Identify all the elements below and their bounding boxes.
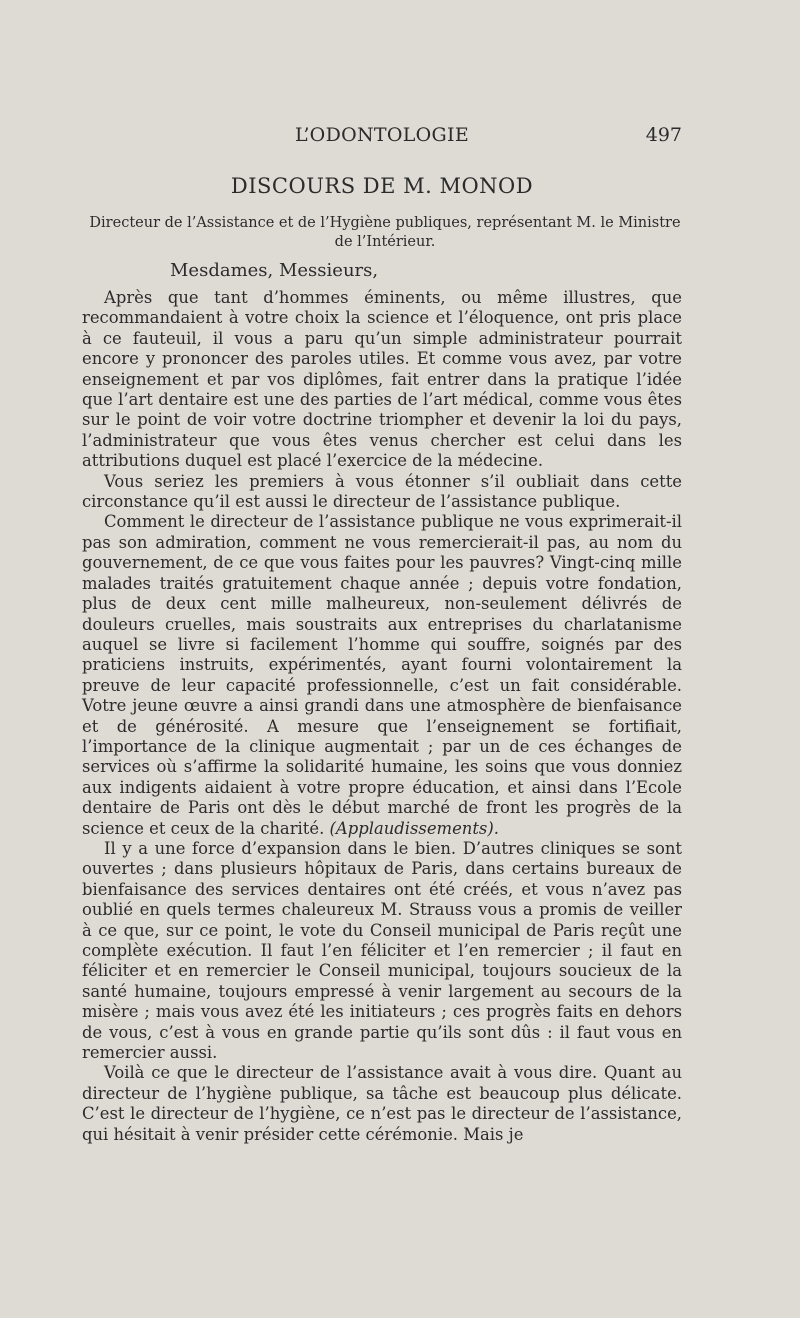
salutation: Mesdames, Messieurs, bbox=[170, 260, 379, 281]
applause-note: (Applaudissements). bbox=[329, 818, 499, 838]
paragraph bbox=[82, 512, 682, 839]
article-subtitle: Directeur de l’Assistance et de l’Hygiène publiques, représentant M. le Ministre de l’Intérieur. bbox=[89, 215, 681, 250]
article-title: DISCOURS DE M. MONOD bbox=[230, 174, 534, 198]
paragraph-text: Après que tant d’hommes éminents, ou même illustres, que recommandaient à votre choix la science et l’éloquence, ont pris place à ce fauteuil, il vous a paru qu’un simple administrateur pourrait encore y prononcer des paroles utiles. Et comme vous avez, par votre enseignement et par vos diplômes, fait entrer dans la pratique l’idée que l’art dentaire est une des parties de l’art médical, comme vous êtes sur le point de voir votre doctrine triompher et devenir la loi du pays, l’administrateur que vous êtes venus chercher est celui dans les attributions duquel est placé l’exercice de la médecine. bbox=[82, 288, 682, 471]
paragraph-text: Comment le directeur de l’assistance publique ne vous exprimerait-il pas son admiration, comment ne vous remercierait-il pas, au nom du gouvernement, de ce que vous faites pour les pauvres? Vingt-cinq mille malades traités gratuitement chaque année ; depuis votre fondation, plus de deux cent mille malheureux, non-seulement délivrés de douleurs cruelles, mais soustraits aux entreprises du charlatanisme auquel se livre si facilement l’homme qui souffre, soignés par des praticiens instruits, expérimentés, ayant fourni volontairement la preuve de leur capacité professionnelle, c’est un fait considérable. Votre jeune œuvre a ainsi grandi dans une atmosphère de bienfaisance et de générosité. A mesure que l’enseignement se fortifiait, l’importance de la clinique augmentait ; par un de ces échanges de services où s’affirme la solidarité humaine, les soins que vous donniez aux indigents aidaient à votre propre éducation, et ainsi dans l’Ecole dentaire de Paris ont dès le début marché de front les progrès de la science et ceux de la charité. bbox=[82, 512, 682, 838]
page-number: 497 bbox=[645, 124, 682, 146]
paragraph bbox=[82, 839, 682, 1063]
paragraph-text: Il y a une force d’expansion dans le bien. D’autres cliniques se sont ouvertes ; dans plusieurs hôpitaux de Paris, dans certains bureaux de bienfaisance des services dentaires ont été créés, et vous n’avez pas oublié en quels termes chaleureux M. Strauss vous a promis de veiller à ce que, sur ce point, le vote du Conseil municipal de Paris reçût une complète exécution. Il faut l’en féliciter et l’en remercier ; il faut en féliciter et en remercier le Conseil municipal, toujours soucieux de la santé humaine, toujours empressé à venir largement au secours de la misère ; mais vous avez été les initiateurs ; ces progrès faits en dehors de vous, c’est à vous en grande partie qu’ils sont dûs : il faut vous en remercier aussi. bbox=[82, 838, 682, 1063]
paragraph bbox=[82, 288, 682, 472]
paragraph-text: Voilà ce que le directeur de l’assistance avait à vous dire. Quant au directeur de l’hygiène publique, sa tâche est beaucoup plus délicate. C’est le directeur de l’hygiène, ce n’est pas le directeur de l’assistance, qui hésitait à venir présider cette cérémonie. Mais je bbox=[82, 1063, 682, 1144]
running-title: L’ODONTOLOGIE bbox=[294, 124, 469, 146]
article-body bbox=[82, 288, 682, 1145]
paragraph bbox=[82, 1063, 682, 1145]
paragraph-text: Vous seriez les premiers à vous étonner s’il oubliait dans cette circonstance qu’il est aussi le directeur de l’assistance publique. bbox=[82, 471, 682, 512]
running-head bbox=[82, 124, 682, 150]
paragraph bbox=[82, 472, 682, 513]
